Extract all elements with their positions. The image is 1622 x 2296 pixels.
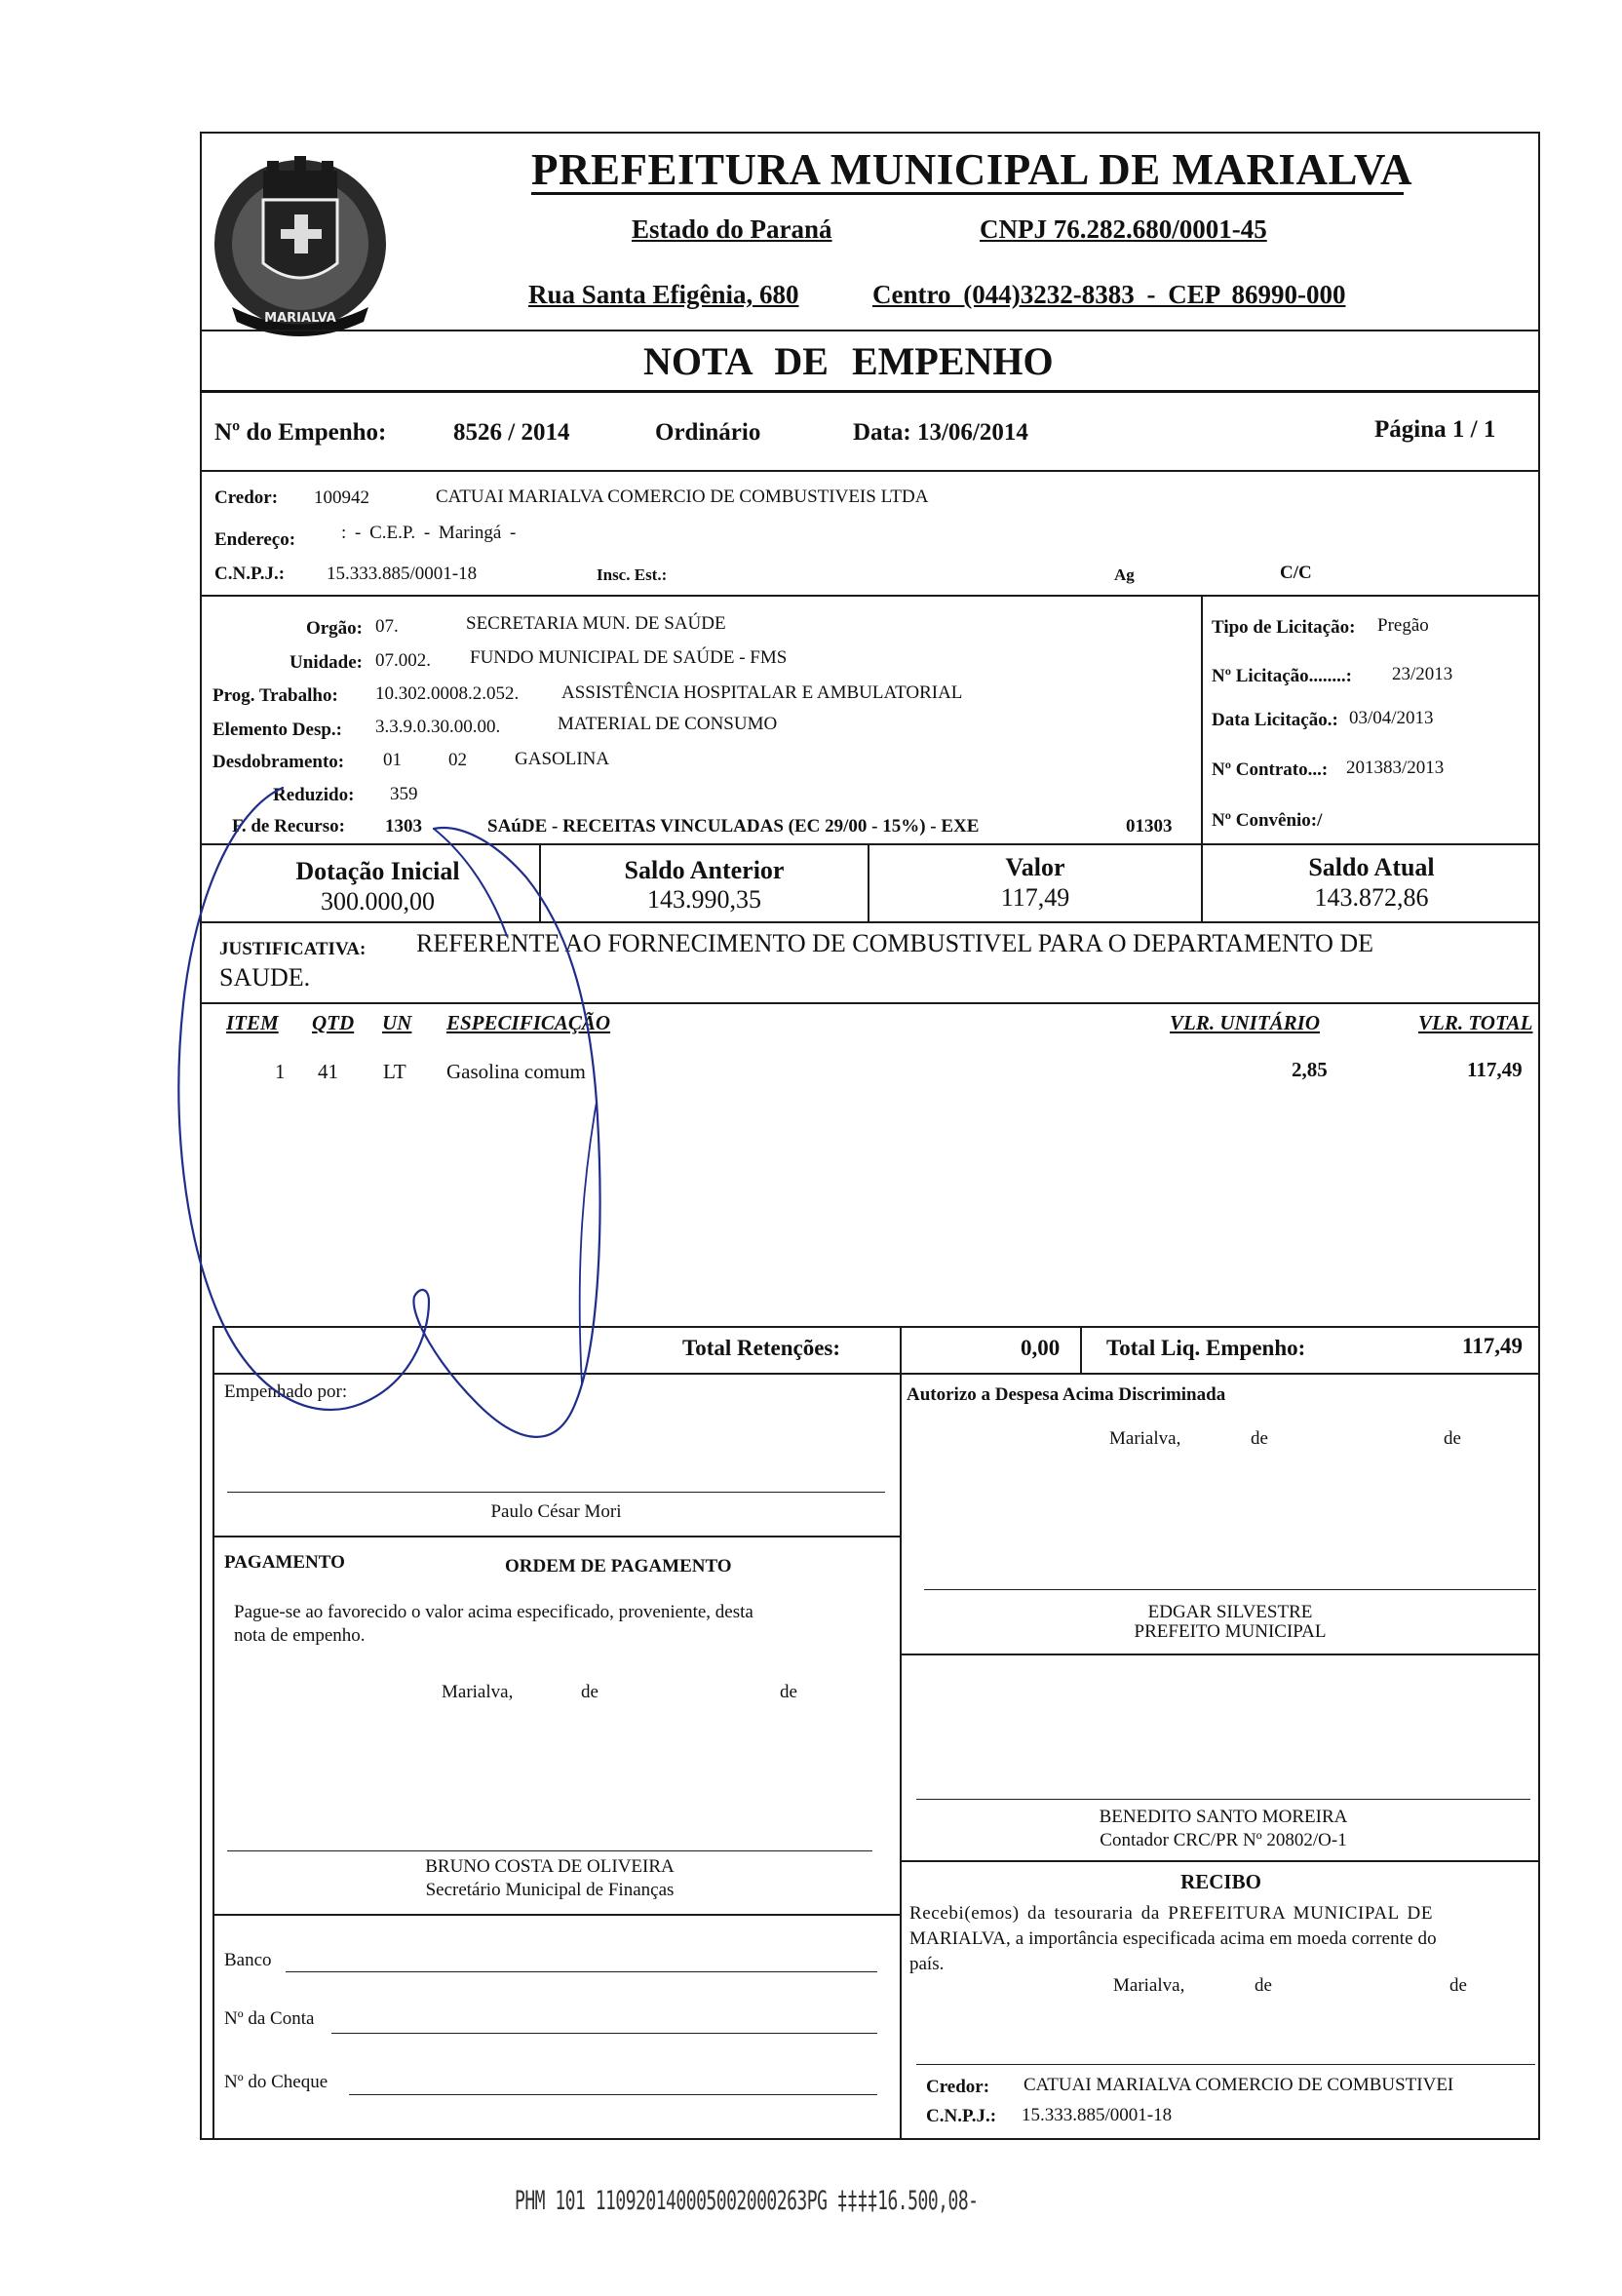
credor-cnpj: 15.333.885/0001-18 [327, 564, 478, 584]
justificativa-line1: REFERENTE AO FORNECIMENTO DE COMBUSTIVEL PARA O DEPARTAMENTO DE [416, 929, 1374, 957]
col-un: UN [382, 1011, 412, 1034]
divider-budget [200, 843, 1540, 845]
cc-label: C/C [1280, 563, 1312, 583]
prefeito-signature-line [924, 1589, 1536, 1590]
pagamento-text-line1: Pague-se ao favorecido o valor acima especificado, proveniente, desta [234, 1602, 753, 1622]
autorizo-de1: de [1251, 1428, 1268, 1449]
contador-signature-line [916, 1799, 1530, 1800]
recibo-de2: de [1449, 1975, 1467, 1996]
divider-left-inner [212, 1326, 214, 2140]
state-name: Estado do Paraná [632, 214, 832, 244]
cheque-label: Nº do Cheque [224, 2072, 328, 2092]
empenhado-label: Empenhado por: [224, 1381, 348, 1402]
convenio-label: Nº Convênio:/ [1212, 810, 1323, 831]
empenho-type: Ordinário [655, 419, 761, 446]
credor-code: 100942 [314, 487, 369, 508]
reduzido-value: 359 [390, 784, 418, 804]
dotacao-label: Dotação Inicial [295, 857, 460, 885]
banco-line[interactable] [286, 1971, 877, 1972]
justificativa-label: JUSTIFICATIVA: [219, 939, 367, 959]
recibo-cnpj-value: 15.333.885/0001-18 [1022, 2105, 1173, 2125]
endereco-label: Endereço: [214, 529, 296, 550]
retencoes-label: Total Retenções: [682, 1336, 841, 1360]
conta-line[interactable] [331, 2033, 877, 2034]
insc-est-label: Insc. Est.: [597, 565, 668, 584]
endereco-value: : - C.E.P. - Maringá - [341, 523, 517, 543]
divider-financas [212, 1914, 900, 1916]
tipo-licitacao-value: Pregão [1377, 615, 1429, 636]
elemento-name: MATERIAL DE CONSUMO [558, 714, 778, 734]
orgao-label: Orgão: [305, 618, 363, 639]
prog-code: 10.302.0008.2.052. [375, 683, 520, 704]
banco-label: Banco [224, 1950, 272, 1970]
divider-empenhado [212, 1536, 900, 1537]
footer-code: PHM 101 110920140005002000263PG ‡‡‡‡16.500,08- [515, 2186, 979, 2217]
divider-budget-vertical [1201, 595, 1203, 843]
divider-title [200, 390, 1540, 393]
pagamento-de2: de [780, 1682, 797, 1702]
autorizo-de2: de [1444, 1428, 1461, 1449]
prefeito-role: PREFEITO MUNICIPAL [1134, 1621, 1327, 1642]
svg-text:MARIALVA: MARIALVA [264, 311, 336, 326]
financas-name: BRUNO COSTA DE OLIVEIRA [425, 1856, 675, 1877]
page-number: Página 1 / 1 [1374, 416, 1496, 443]
desdobramento-label: Desdobramento: [212, 752, 345, 772]
dotacao-value: 300.000,00 [321, 887, 435, 915]
ordem-pagamento-title: ORDEM DE PAGAMENTO [505, 1556, 732, 1576]
liq-empenho-value: 117,49 [1462, 1334, 1523, 1358]
col-qtd: QTD [312, 1011, 355, 1034]
retencoes-value: 0,00 [1021, 1336, 1061, 1360]
empenhado-signer: Paulo César Mori [490, 1501, 622, 1522]
tipo-licitacao-label: Tipo de Licitação: [1212, 617, 1356, 638]
desdobramento-name: GASOLINA [515, 749, 610, 769]
orgao-code: 07. [375, 616, 399, 637]
col-unit-value: VLR. UNITÁRIO [1170, 1011, 1321, 1034]
coat-of-arms-logo [203, 146, 398, 341]
recibo-credor-label: Credor: [926, 2077, 990, 2097]
header-address: Centro (044)3232-8383 - CEP 86990-000 [872, 280, 1346, 309]
prog-label: Prog. Trabalho: [212, 685, 338, 706]
pagamento-de1: de [581, 1682, 599, 1702]
recibo-signature-line [916, 2064, 1535, 2065]
title-underline [531, 192, 1404, 195]
item-qtd: 41 [318, 1060, 338, 1083]
recibo-text-line2: MARIALVA, a importância especificada acima em moeda corrente do [909, 1928, 1437, 1949]
municipality-title: PREFEITURA MUNICIPAL DE MARIALVA [531, 145, 1413, 194]
saldo-atual-value: 143.872,86 [1314, 883, 1429, 912]
empenho-date: Data: 13/06/2014 [853, 419, 1028, 446]
divider-contador [900, 1860, 1540, 1862]
fonte-label: F. de Recurso: [232, 816, 345, 837]
empenho-number-label: Nº do Empenho: [214, 419, 387, 446]
conta-label: Nº da Conta [224, 2008, 315, 2029]
col-total-value: VLR. TOTAL [1418, 1011, 1533, 1034]
contador-name: BENEDITO SANTO MOREIRA [1099, 1807, 1348, 1827]
item-un: LT [383, 1060, 406, 1083]
saldo-atual-label: Saldo Atual [1308, 853, 1435, 881]
divider-items [212, 1326, 1540, 1328]
fonte-code: 01303 [1126, 816, 1173, 837]
divider-justificativa [200, 1002, 1540, 1004]
valor-label: Valor [1005, 853, 1065, 881]
cheque-line[interactable] [349, 2094, 877, 2095]
pagamento-city: Marialva, [442, 1682, 514, 1702]
data-licitacao-label: Data Licitação.: [1212, 710, 1338, 730]
reduzido-label: Reduzido: [273, 785, 355, 805]
unidade-name: FUNDO MUNICIPAL DE SAÚDE - FMS [470, 647, 788, 668]
fonte-value: 1303 [385, 816, 422, 837]
divider-prefeito [900, 1654, 1540, 1655]
contador-role: Contador CRC/PR Nº 20802/O-1 [1100, 1830, 1347, 1850]
item-total-value: 117,49 [1467, 1058, 1523, 1081]
contrato-value: 201383/2013 [1346, 758, 1445, 778]
recibo-text-line1: Recebi(emos) da tesouraria da PREFEITURA MUNICIPAL DE [909, 1903, 1434, 1924]
saldo-anterior-label: Saldo Anterior [624, 856, 785, 884]
divider-credor [200, 595, 1540, 597]
desdobramento-b: 02 [448, 750, 467, 770]
credor-label: Credor: [214, 487, 279, 508]
elemento-label: Elemento Desp.: [212, 720, 342, 740]
divider-retencoes-1 [900, 1326, 902, 1373]
valor-value: 117,49 [1000, 883, 1070, 912]
item-number: 1 [275, 1060, 286, 1083]
pagamento-label: PAGAMENTO [224, 1552, 345, 1573]
header-cnpj: CNPJ 76.282.680/0001-45 [980, 214, 1267, 244]
financas-signature-line [227, 1850, 872, 1851]
recibo-cnpj-label: C.N.P.J.: [926, 2106, 997, 2126]
orgao-name: SECRETARIA MUN. DE SAÚDE [466, 613, 726, 634]
cnpj-label: C.N.P.J.: [214, 564, 286, 584]
recibo-title: RECIBO [1180, 1870, 1261, 1893]
divider-header [200, 330, 1540, 331]
unidade-label: Unidade: [290, 652, 363, 673]
empenhado-signature-line [227, 1492, 885, 1493]
divider-retencoes-2 [1080, 1326, 1082, 1373]
saldo-anterior-value: 143.990,35 [647, 885, 761, 914]
divider-totals [200, 921, 1540, 923]
credor-name: CATUAI MARIALVA COMERCIO DE COMBUSTIVEIS LTDA [436, 486, 929, 507]
elemento-code: 3.3.9.0.30.00.00. [375, 717, 501, 737]
unidade-code: 07.002. [375, 650, 431, 671]
justificativa-line2: SAUDE. [219, 963, 311, 992]
prog-name: ASSISTÊNCIA HOSPITALAR E AMBULATORIAL [561, 682, 963, 703]
recibo-city: Marialva, [1113, 1975, 1185, 1996]
prefeito-name: EDGAR SILVESTRE [1147, 1602, 1313, 1622]
autorizo-city: Marialva, [1109, 1428, 1181, 1449]
fonte-name: SAúDE - RECEITAS VINCULADAS (EC 29/00 - 15%) - EXE [487, 816, 980, 837]
divider-retencoes [212, 1373, 1540, 1375]
recibo-text-line3: país. [909, 1954, 945, 1974]
col-item: ITEM [226, 1011, 279, 1034]
liq-empenho-label: Total Liq. Empenho: [1106, 1336, 1306, 1360]
item-spec: Gasolina comum [446, 1060, 586, 1083]
header-street: Rua Santa Efigênia, 680 [528, 280, 799, 309]
item-unit-value: 2,85 [1292, 1058, 1328, 1081]
empenho-number: 8526 / 2014 [453, 419, 570, 446]
desdobramento-a: 01 [383, 750, 402, 770]
contrato-label: Nº Contrato...: [1212, 759, 1329, 780]
data-licitacao-value: 03/04/2013 [1349, 708, 1434, 728]
ag-label: Ag [1114, 565, 1135, 584]
document-title: NOTA DE EMPENHO [643, 339, 1054, 383]
col-spec: ESPECIFICAÇÃO [446, 1011, 611, 1034]
divider-empenho [200, 470, 1540, 472]
autorizo-label: Autorizo a Despesa Acima Discriminada [907, 1384, 1226, 1405]
recibo-de1: de [1255, 1975, 1272, 1996]
divider-lower-vertical [900, 1373, 902, 2140]
financas-role: Secretário Municipal de Finanças [425, 1880, 675, 1900]
num-licitacao-value: 23/2013 [1392, 664, 1453, 684]
pagamento-text-line2: nota de empenho. [234, 1625, 366, 1646]
num-licitacao-label: Nº Licitação........: [1212, 666, 1352, 686]
recibo-credor-value: CATUAI MARIALVA COMERCIO DE COMBUSTIVEI [1023, 2075, 1454, 2095]
